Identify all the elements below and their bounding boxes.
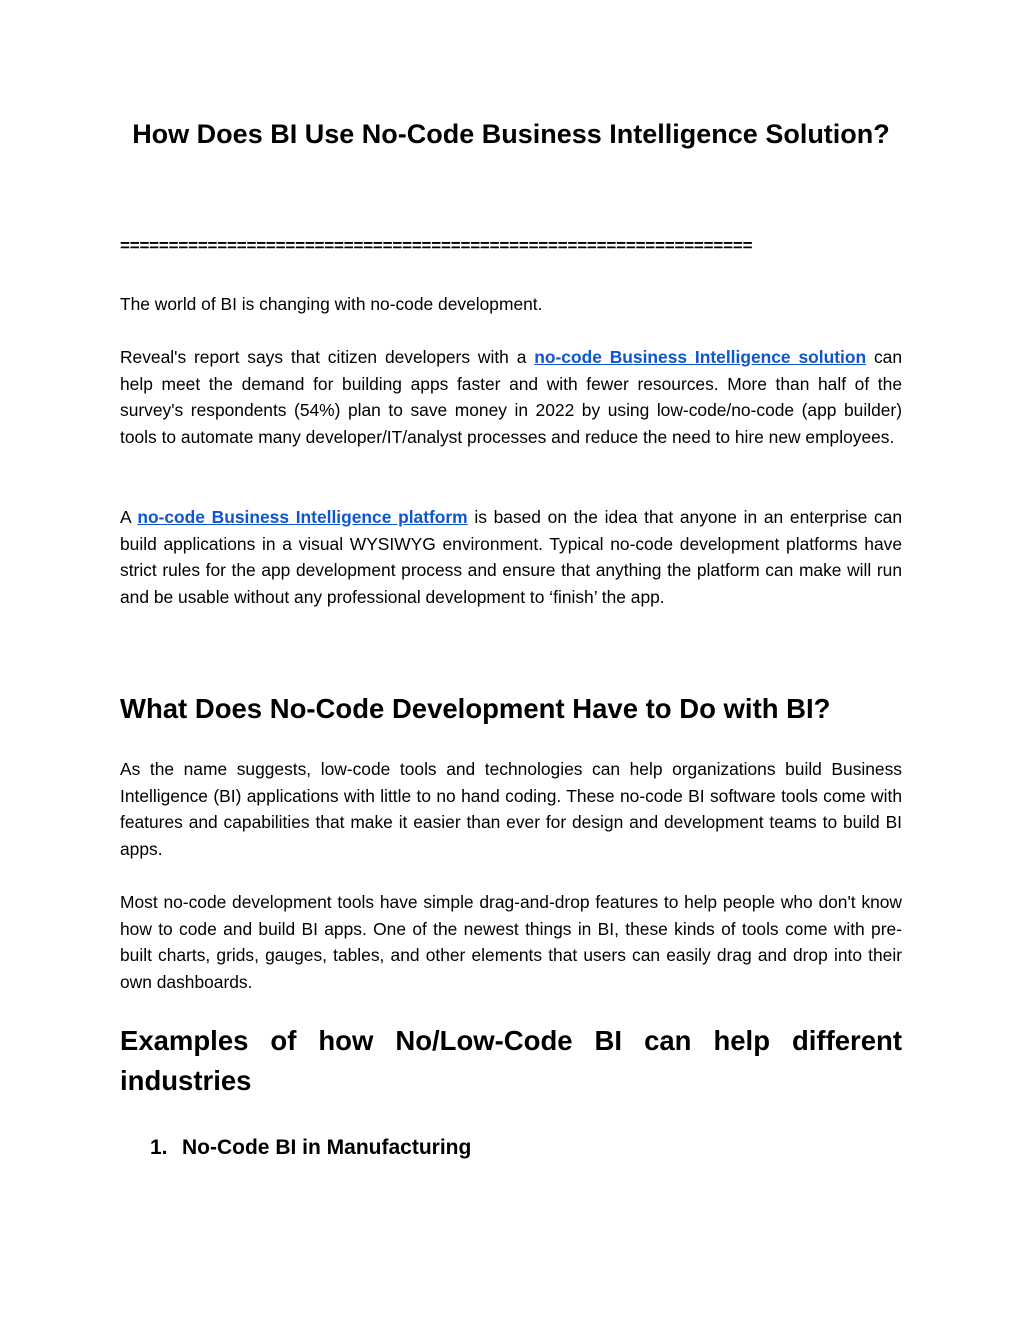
low-code-paragraph: As the name suggests, low-code tools and technologies can help organizations build Business Intelligence (BI) applications with little to no hand coding. These no-code BI software tools come with features and capabilities that make it easier than ever for design and development teams to build BI apps.: [120, 759, 902, 859]
no-code-bi-solution-link[interactable]: no-code Business Intelligence solution: [534, 347, 867, 367]
platform-paragraph: [120, 504, 902, 610]
section-heading-nocode-bi: What Does No-Code Development Have to Do with BI?: [120, 693, 831, 724]
list-item: [150, 1134, 471, 1162]
separator-line: =================================================================: [120, 236, 753, 255]
no-code-bi-platform-link[interactable]: no-code Business Intelligence platform: [137, 507, 468, 527]
list-item-label: No-Code BI in Manufacturing: [182, 1136, 472, 1159]
list-item-number: 1.: [150, 1136, 168, 1159]
intro-paragraph: The world of BI is changing with no-code development.: [120, 294, 543, 314]
drag-drop-paragraph: Most no-code development tools have simple drag-and-drop features to help people who don't know how to code and build BI apps. One of the newest things in BI, these kinds of tools come with pre-built charts, grids, gauges, tables, and other elements that users can easily drag and drop into their own dashboards.: [120, 892, 902, 992]
section-heading-industries: Examples of how No/Low-Code BI can help different industries: [120, 1025, 902, 1096]
report-paragraph: [120, 344, 902, 450]
platform-text-after: is based on the idea that anyone in an enterprise can build applications in a visual WYSIWYG environment. Typical no-code development platforms have strict rules for the app development process and ensure that anything the platform can make will run and be usable without any professional development to ‘finish’ the app.: [120, 507, 902, 607]
report-text-after: can help meet the demand for building apps faster and with fewer resources. More than half of the survey's respondents (54%) plan to save money in 2022 by using low-code/no-code (app builder) tools to automate many developer/IT/analyst processes and reduce the need to hire new employees.: [120, 347, 902, 447]
report-text-before: Reveal's report says that citizen developers with a: [120, 347, 535, 367]
document-title: How Does BI Use No-Code Business Intelligence Solution?: [132, 119, 890, 149]
platform-text-before: A: [120, 507, 138, 527]
